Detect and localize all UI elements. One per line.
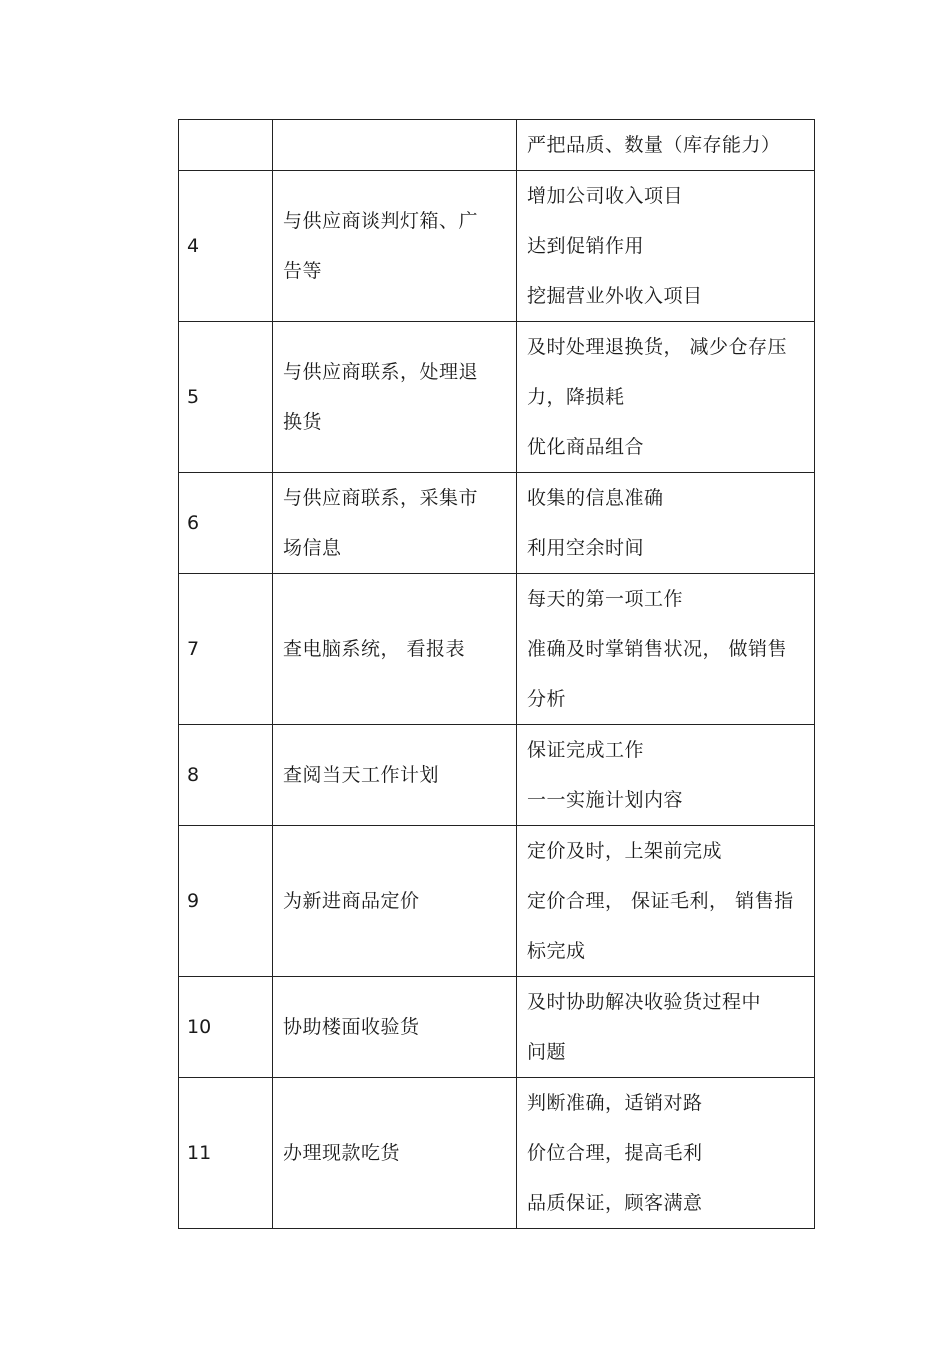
goal-cell — [517, 725, 815, 826]
goal-line: 分析 — [527, 688, 567, 710]
goal-line: 优化商品组合 — [527, 436, 645, 458]
task-cell — [273, 120, 517, 171]
row-number: 7 — [187, 638, 200, 660]
goal-line: 准确及时掌销售状况， 做销售 — [527, 638, 788, 660]
duty-table — [178, 119, 815, 1229]
goal-line: 保证完成工作 — [527, 739, 645, 761]
goal-line: 力，降损耗 — [527, 386, 625, 408]
task-line: 告等 — [283, 260, 323, 282]
task-cell — [273, 473, 517, 574]
row-number-cell — [179, 977, 273, 1078]
table-row — [179, 725, 815, 826]
table-row — [179, 120, 815, 171]
goal-line: 及时协助解决收验货过程中 — [527, 991, 762, 1013]
task-line: 场信息 — [283, 537, 342, 559]
row-number-cell — [179, 171, 273, 322]
row-number: 8 — [187, 764, 200, 786]
row-number-cell — [179, 322, 273, 473]
task-line: 换货 — [283, 411, 323, 433]
row-number: 10 — [187, 1016, 212, 1038]
row-number: 4 — [187, 235, 200, 257]
task-line: 与供应商联系，采集市 — [283, 487, 479, 509]
row-number-cell — [179, 826, 273, 977]
table-row — [179, 171, 815, 322]
task-line: 查电脑系统， 看报表 — [283, 638, 466, 660]
goal-cell — [517, 171, 815, 322]
task-line: 协助楼面收验货 — [283, 1016, 420, 1038]
row-number-cell — [179, 473, 273, 574]
goal-line: 及时处理退换货， 减少仓存压 — [527, 336, 788, 358]
task-cell — [273, 322, 517, 473]
row-number: 11 — [187, 1142, 212, 1164]
row-number: 6 — [187, 512, 200, 534]
goal-line: 问题 — [527, 1041, 567, 1063]
goal-line: 一一实施计划内容 — [527, 789, 684, 811]
row-number-cell — [179, 1078, 273, 1229]
table-row — [179, 574, 815, 725]
task-cell — [273, 574, 517, 725]
row-number: 5 — [187, 386, 200, 408]
goal-cell — [517, 1078, 815, 1229]
task-cell — [273, 725, 517, 826]
goal-line: 品质保证，顾客满意 — [527, 1192, 703, 1214]
task-cell — [273, 171, 517, 322]
goal-cell — [517, 574, 815, 725]
task-line: 查阅当天工作计划 — [283, 764, 440, 786]
task-line: 办理现款吃货 — [283, 1142, 401, 1164]
goal-line: 利用空余时间 — [527, 537, 645, 559]
goal-cell — [517, 473, 815, 574]
goal-line: 定价及时，上架前完成 — [527, 840, 723, 862]
goal-cell — [517, 322, 815, 473]
goal-line: 标完成 — [527, 940, 586, 962]
goal-line: 收集的信息准确 — [527, 487, 664, 509]
goal-line: 严把品质、数量（库存能力） — [527, 134, 781, 156]
task-line: 为新进商品定价 — [283, 890, 420, 912]
goal-line: 达到促销作用 — [527, 235, 645, 257]
table-row — [179, 322, 815, 473]
goal-cell — [517, 120, 815, 171]
task-cell — [273, 977, 517, 1078]
goal-cell — [517, 977, 815, 1078]
goal-line: 挖掘营业外收入项目 — [527, 285, 703, 307]
task-cell — [273, 1078, 517, 1229]
row-number: 9 — [187, 890, 200, 912]
goal-line: 判断准确，适销对路 — [527, 1092, 703, 1114]
row-number-cell — [179, 574, 273, 725]
task-line: 与供应商联系，处理退 — [283, 361, 479, 383]
table-body — [179, 120, 815, 1229]
goal-line: 每天的第一项工作 — [527, 588, 684, 610]
table-row — [179, 1078, 815, 1229]
goal-line: 增加公司收入项目 — [527, 185, 684, 207]
task-cell — [273, 826, 517, 977]
table-row — [179, 977, 815, 1078]
table-row — [179, 473, 815, 574]
goal-line: 定价合理， 保证毛利， 销售指 — [527, 890, 794, 912]
row-number-cell — [179, 725, 273, 826]
goal-cell — [517, 826, 815, 977]
row-number-cell — [179, 120, 273, 171]
table-row — [179, 826, 815, 977]
goal-line: 价位合理，提高毛利 — [527, 1142, 703, 1164]
task-line: 与供应商谈判灯箱、广 — [283, 210, 479, 232]
